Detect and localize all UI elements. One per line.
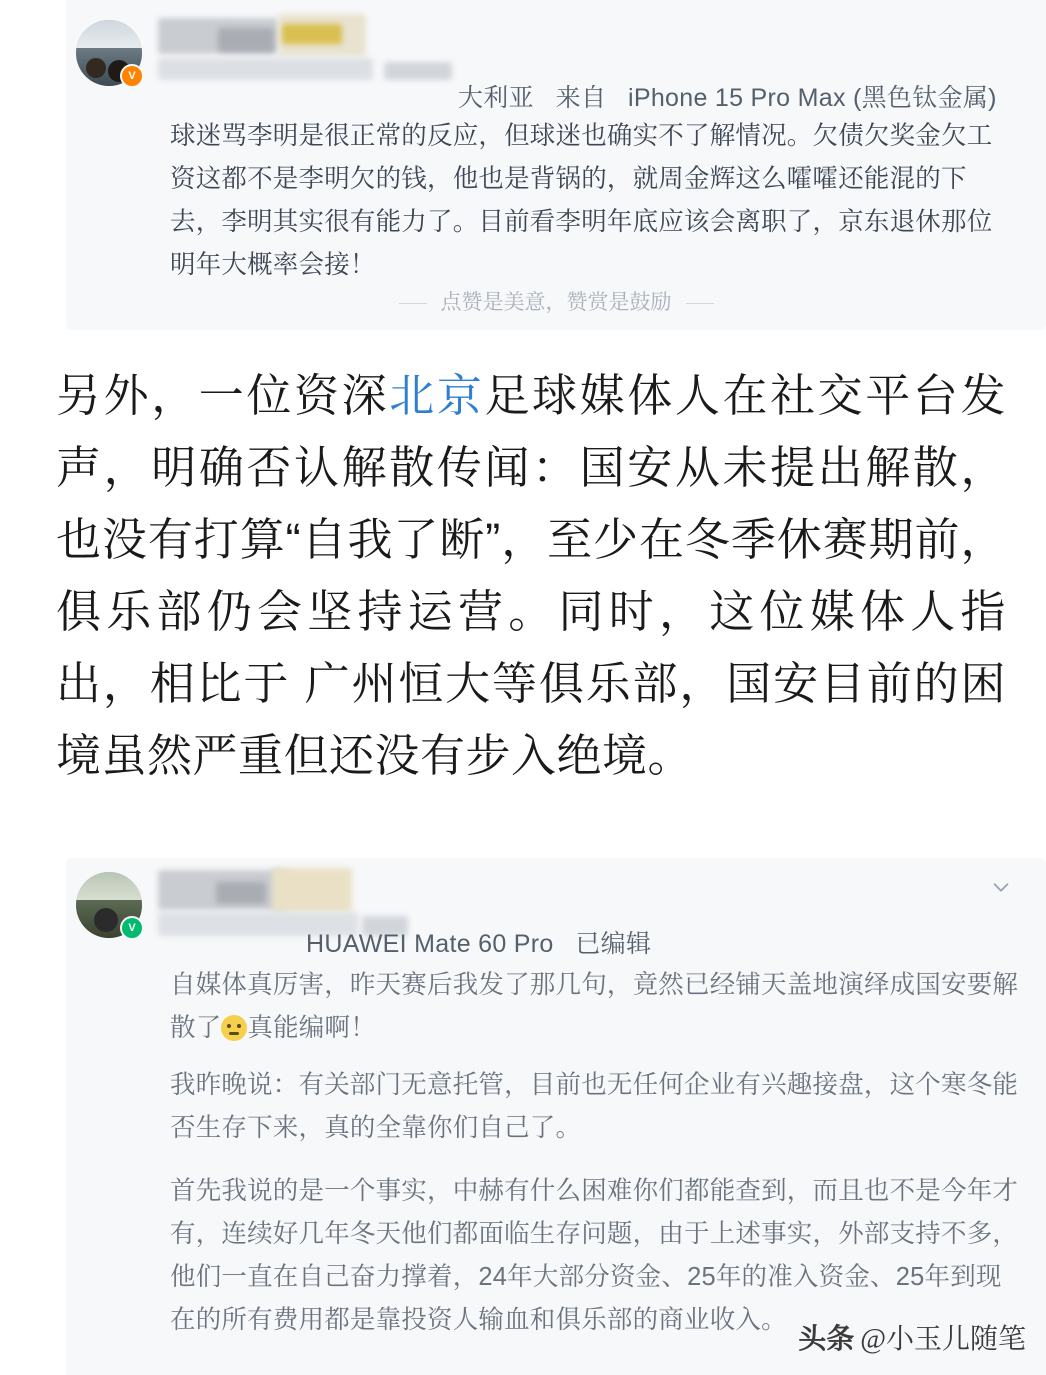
avatar[interactable] [76,872,142,938]
comment-meta [458,78,997,114]
paragraph-text: 真能编啊！ [247,1014,376,1042]
source-prefix: 来自 [555,84,607,112]
comment-body-paragraph-3: 首先我说的是一个事实，中赫有什么困难你们都能查到，而且也不是今年才有，连续好几年冬天他们都面临生存问题，由于上述事实，外部支持不多，他们一直在自己奋力撑着，24年大部分资金、25年的准入资金、25年到现在的所有费用都是靠投资人输血和俱乐部的商业收入。 [170,1177,1019,1334]
device-name: iPhone 15 Pro Max [628,84,846,112]
comment-body-paragraph-1 [170,964,1020,1050]
article-prefix: 另外，一位资深 [56,370,390,421]
username-redaction [218,28,274,52]
comment-meta [306,924,651,960]
comment-body-top: 球迷骂李明是很正常的反应，但球迷也确实不了解情况。欠债欠奖金欠工资这都不是李明欠的钱，他也是背锅的，就周金辉这么嚯嚯还能混的下去，李明其实很有能力了。目前看李明年底应该会离职了，京东退休那位明年大概率会接！ [170,122,993,279]
device-name: HUAWEI Mate 60 Pro [306,930,554,958]
comment-location: 大利亚 [458,84,534,112]
comment-card-top [66,0,1046,330]
username-redaction [158,58,373,80]
watermark-text: @小玉儿随笔 [860,1324,1026,1355]
article-paragraph [56,360,1006,792]
watermark [798,1317,1026,1357]
username-redaction [216,882,266,904]
verified-badge-icon: V [120,916,144,940]
verified-badge-icon: V [120,64,144,88]
device-note: (黑色钛金属) [853,84,997,112]
comment-body-paragraph-2: 我昨晚说：有关部门无意托管，目前也无任何企业有兴趣接盘，这个寒冬能否生存下来，真的全靠你们自己了。 [170,1071,1019,1142]
avatar[interactable] [76,20,142,86]
tip-row [66,286,1046,316]
comment-card-bottom [66,858,1046,1375]
username-redaction [282,24,342,44]
tip-text: 点赞是美意，赞赏是鼓励 [440,291,672,314]
username-redaction [272,868,352,912]
article-link[interactable]: 北京 [389,370,485,421]
edited-label: 已编辑 [575,930,652,958]
article-suffix: 足球媒体人在社交平台发声，明确否认解散传闻：国安从未提出解散，也没有打算“自我了断”，至少在冬季休赛期前，俱乐部仍会坚持运营。同时，这位媒体人指出，相比于 广州恒大等俱乐部，国安目前的困境虽然严重但还没有步入绝境。 [56,370,1006,781]
smile-emoji-icon [221,1015,247,1041]
chevron-down-icon[interactable] [990,876,1012,898]
watermark-logo: 头条 [798,1324,855,1355]
paragraph-text: 自媒体真厉害，昨天赛后我发了那几句，竟然已经铺天盖地演绎成国安要解散了 [170,971,1019,1042]
username-redaction [384,62,452,80]
